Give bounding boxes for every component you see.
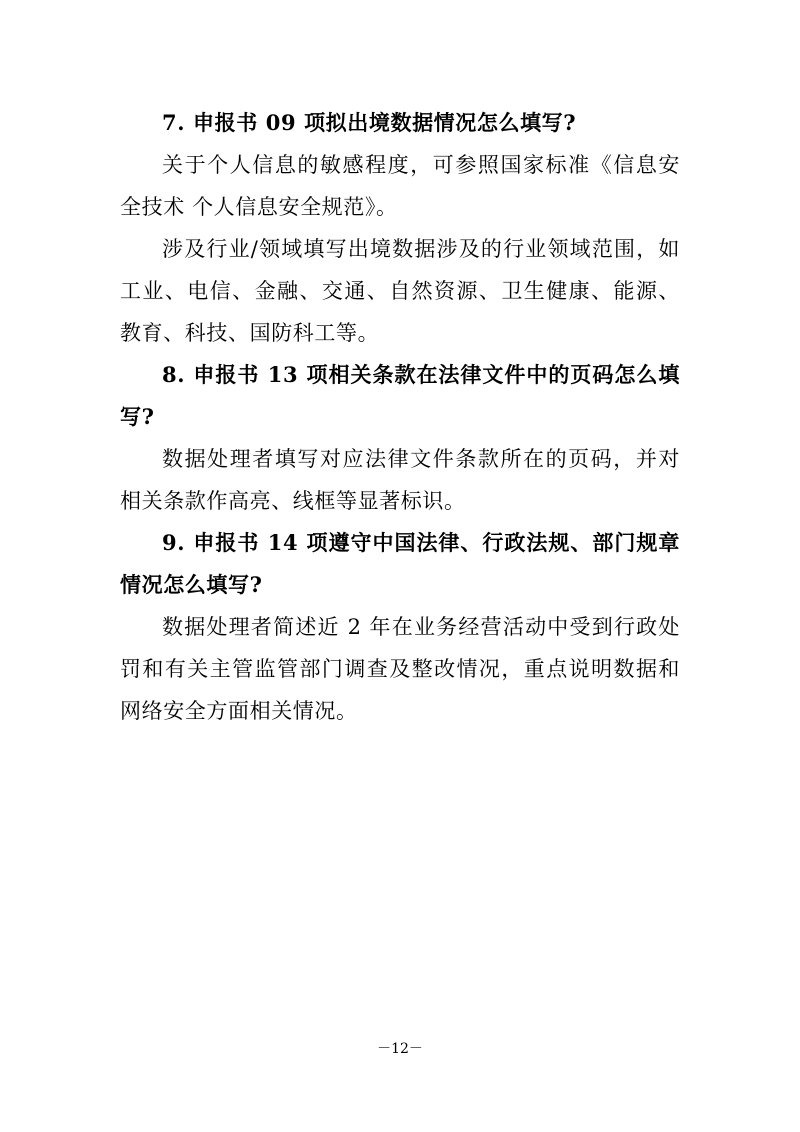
- section-9-paragraph-1: 数据处理者简述近 2 年在业务经营活动中受到行政处罚和有关主管监管部门调查及整改情况，重点说明数据和网络安全方面相关情况。: [120, 615, 680, 723]
- document-body: [120, 102, 680, 732]
- section-7-heading: 7. 申报书 09 项拟出境数据情况怎么填写?: [162, 110, 577, 135]
- section-7-paragraph-1: 关于个人信息的敏感程度，可参照国家标准《信息安全技术 个人信息安全规范》。: [120, 153, 680, 219]
- section-8-paragraph-1: 数据处理者填写对应法律文件条款所在的页码，并对相关条款作高亮、线框等显著标识。: [120, 447, 680, 513]
- section-7-paragraph-2: 涉及行业/领域填写出境数据涉及的行业领域范围，如工业、电信、金融、交通、自然资源、卫生健康、能源、教育、科技、国防科工等。: [120, 237, 680, 345]
- section-9-heading: 9. 申报书 14 项遵守中国法律、行政法规、部门规章情况怎么填写?: [120, 530, 680, 597]
- page-number: －12－: [377, 1041, 423, 1057]
- section-8-heading: 8. 申报书 13 项相关条款在法律文件中的页码怎么填写?: [120, 362, 680, 429]
